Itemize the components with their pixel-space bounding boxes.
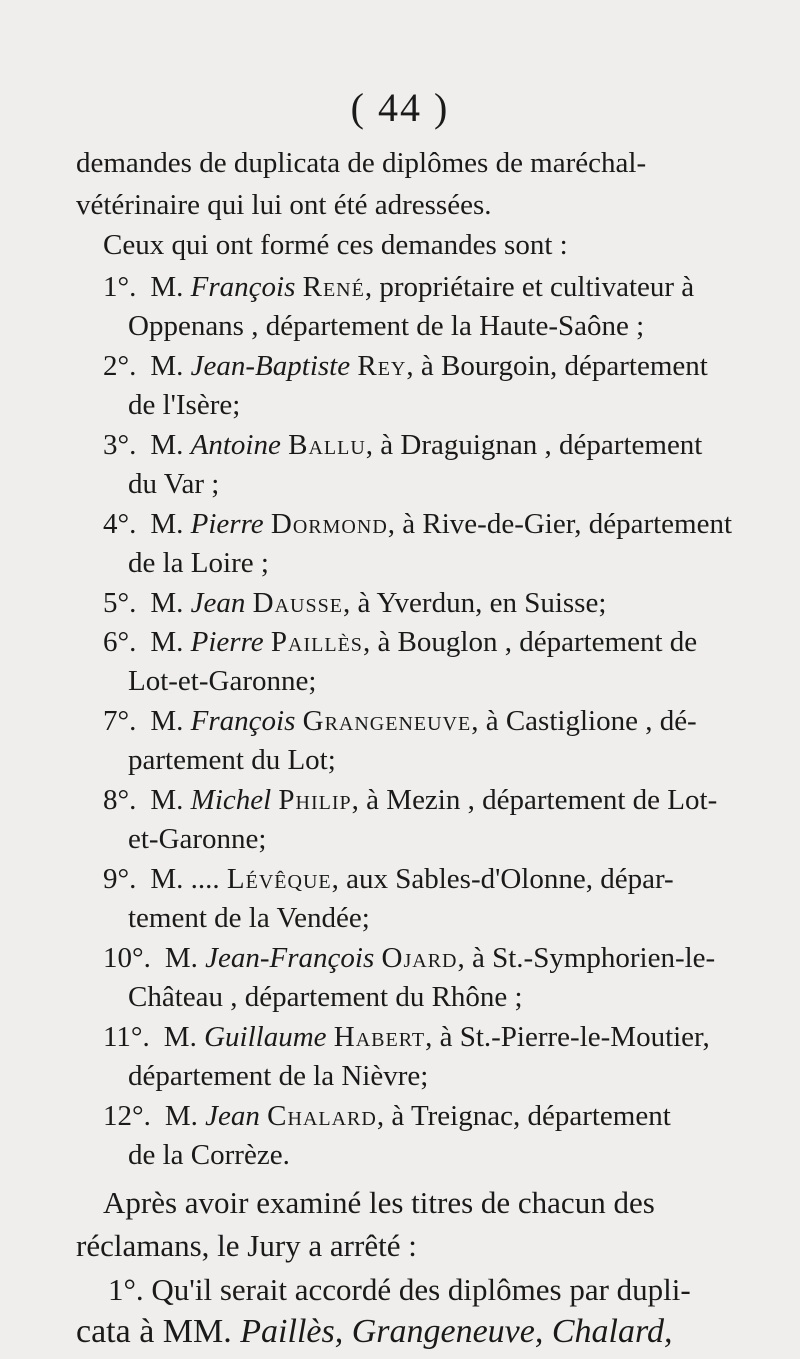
entry-surname: Philip bbox=[278, 784, 352, 816]
entry-surname: Dormond bbox=[270, 508, 388, 540]
list-item bbox=[103, 701, 697, 741]
list-item bbox=[103, 1096, 671, 1136]
entry-surname: Ojard bbox=[381, 942, 458, 974]
entry-title: M. bbox=[150, 587, 184, 619]
entry-first-name: Guillaume bbox=[204, 1021, 327, 1053]
entry-surname: Chalard bbox=[267, 1100, 377, 1132]
closing-line-4 bbox=[76, 1312, 672, 1352]
entry-number: 12°. bbox=[103, 1100, 151, 1132]
list-item bbox=[103, 1017, 710, 1057]
entry-first-name: Jean-Baptiste bbox=[190, 350, 351, 382]
entry-title: M. bbox=[150, 863, 184, 895]
entry-title: M. bbox=[150, 784, 184, 816]
entry-number: 6°. bbox=[103, 626, 137, 658]
entry-title: M. bbox=[150, 705, 184, 737]
entry-continuation: Château , département du Rhône ; bbox=[128, 981, 523, 1013]
entry-first-name: Pierre bbox=[190, 626, 264, 658]
list-item bbox=[103, 346, 708, 386]
entry-continuation: département de la Nièvre; bbox=[128, 1060, 429, 1092]
entry-continuation: du Var ; bbox=[128, 468, 220, 500]
closing-line-1: Après avoir examiné les titres de chacun des bbox=[103, 1185, 655, 1220]
entry-location: , aux Sables-d'Olonne, dépar- bbox=[331, 863, 674, 895]
list-item bbox=[103, 504, 732, 544]
entry-location: , à Draguignan , département bbox=[365, 429, 703, 461]
entry-location: , à Mezin , département de Lot- bbox=[351, 784, 718, 816]
entry-continuation: et-Garonne; bbox=[128, 823, 267, 855]
intro-line-3: Ceux qui ont formé ces demandes sont : bbox=[103, 229, 568, 261]
entry-number: 1°. bbox=[103, 271, 137, 303]
entry-location: , à Bouglon , département de bbox=[362, 626, 698, 658]
entry-continuation: de la Corrèze. bbox=[128, 1139, 290, 1171]
entry-title: M. bbox=[150, 626, 184, 658]
entry-continuation: de l'Isère; bbox=[128, 389, 241, 421]
entry-surname: René bbox=[302, 271, 365, 303]
entry-number: 5°. bbox=[103, 587, 137, 619]
entry-location: , à Bourgoin, département bbox=[406, 350, 708, 382]
entry-location: , à St.-Symphorien-le- bbox=[457, 942, 716, 974]
intro-line-2: vétérinaire qui lui ont été adressées. bbox=[76, 189, 492, 221]
entry-first-name: Jean bbox=[190, 587, 246, 619]
entry-number: 11°. bbox=[103, 1021, 150, 1053]
entry-number: 9°. bbox=[103, 863, 137, 895]
list-item bbox=[103, 780, 717, 820]
closing-names: Paillès, Grangeneuve, Chalard, bbox=[240, 1313, 673, 1350]
entry-first-name: François bbox=[190, 271, 296, 303]
entry-title: M. bbox=[150, 350, 184, 382]
entry-surname: Habert bbox=[333, 1021, 426, 1053]
list-item bbox=[103, 938, 715, 978]
entry-title: M. bbox=[150, 271, 184, 303]
entry-title: M. bbox=[164, 942, 198, 974]
entry-number: 7°. bbox=[103, 705, 137, 737]
entry-surname: Paillès bbox=[270, 626, 363, 658]
entry-surname: Grangeneuve bbox=[302, 705, 472, 737]
entry-continuation: tement de la Vendée; bbox=[128, 902, 370, 934]
entry-first-name: François bbox=[190, 705, 296, 737]
entry-location: , à Castiglione , dé- bbox=[471, 705, 697, 737]
entry-title: M. bbox=[163, 1021, 197, 1053]
intro-line-1: demandes de duplicata de diplômes de maréchal- bbox=[76, 147, 647, 179]
entry-number: 3°. bbox=[103, 429, 137, 461]
entry-surname: Ballu bbox=[288, 429, 366, 461]
entry-first-name: Jean bbox=[205, 1100, 260, 1132]
entry-location: , à Rive-de-Gier, département bbox=[387, 508, 733, 540]
entry-number: 4°. bbox=[103, 508, 137, 540]
entry-location: , à St.-Pierre-le-Moutier, bbox=[425, 1021, 710, 1053]
closing-line-2: réclamans, le Jury a arrêté : bbox=[76, 1228, 417, 1263]
entry-continuation: Lot-et-Garonne; bbox=[128, 665, 317, 697]
entry-title: M. bbox=[150, 508, 184, 540]
entry-title: M. bbox=[150, 429, 184, 461]
entry-continuation: partement du Lot; bbox=[128, 744, 336, 776]
entry-number: 2°. bbox=[103, 350, 137, 382]
entry-surname: Dausse bbox=[252, 587, 343, 619]
list-item bbox=[103, 267, 694, 307]
entry-location: , à Yverdun, en Suisse; bbox=[342, 587, 607, 619]
entry-number: 10°. bbox=[103, 942, 151, 974]
list-item bbox=[103, 583, 606, 623]
list-item bbox=[103, 425, 702, 465]
closing-line-3: 1°. Qu'il serait accordé des diplômes par dupli- bbox=[108, 1272, 691, 1307]
entry-surname: Rey bbox=[357, 350, 407, 382]
entry-first-name: Jean-François bbox=[205, 942, 375, 974]
list-item bbox=[103, 622, 697, 662]
entry-title: M. bbox=[164, 1100, 198, 1132]
entry-surname: Lévêque bbox=[226, 863, 332, 895]
entry-location: , propriétaire et cultivateur à bbox=[364, 271, 695, 303]
entry-first-name: Michel bbox=[190, 784, 272, 816]
entry-first-name: Pierre bbox=[190, 508, 264, 540]
entry-first-name: Antoine bbox=[190, 429, 281, 461]
list-item bbox=[103, 859, 674, 899]
closing-prefix: cata à MM. bbox=[76, 1313, 232, 1350]
entry-number: 8°. bbox=[103, 784, 137, 816]
entry-continuation: Oppenans , département de la Haute-Saône ; bbox=[128, 310, 645, 342]
entry-continuation: de la Loire ; bbox=[128, 547, 269, 579]
page-number: ( 44 ) bbox=[350, 85, 450, 130]
entry-location: , à Treignac, département bbox=[376, 1100, 671, 1132]
entry-first-name: .... bbox=[190, 863, 220, 895]
